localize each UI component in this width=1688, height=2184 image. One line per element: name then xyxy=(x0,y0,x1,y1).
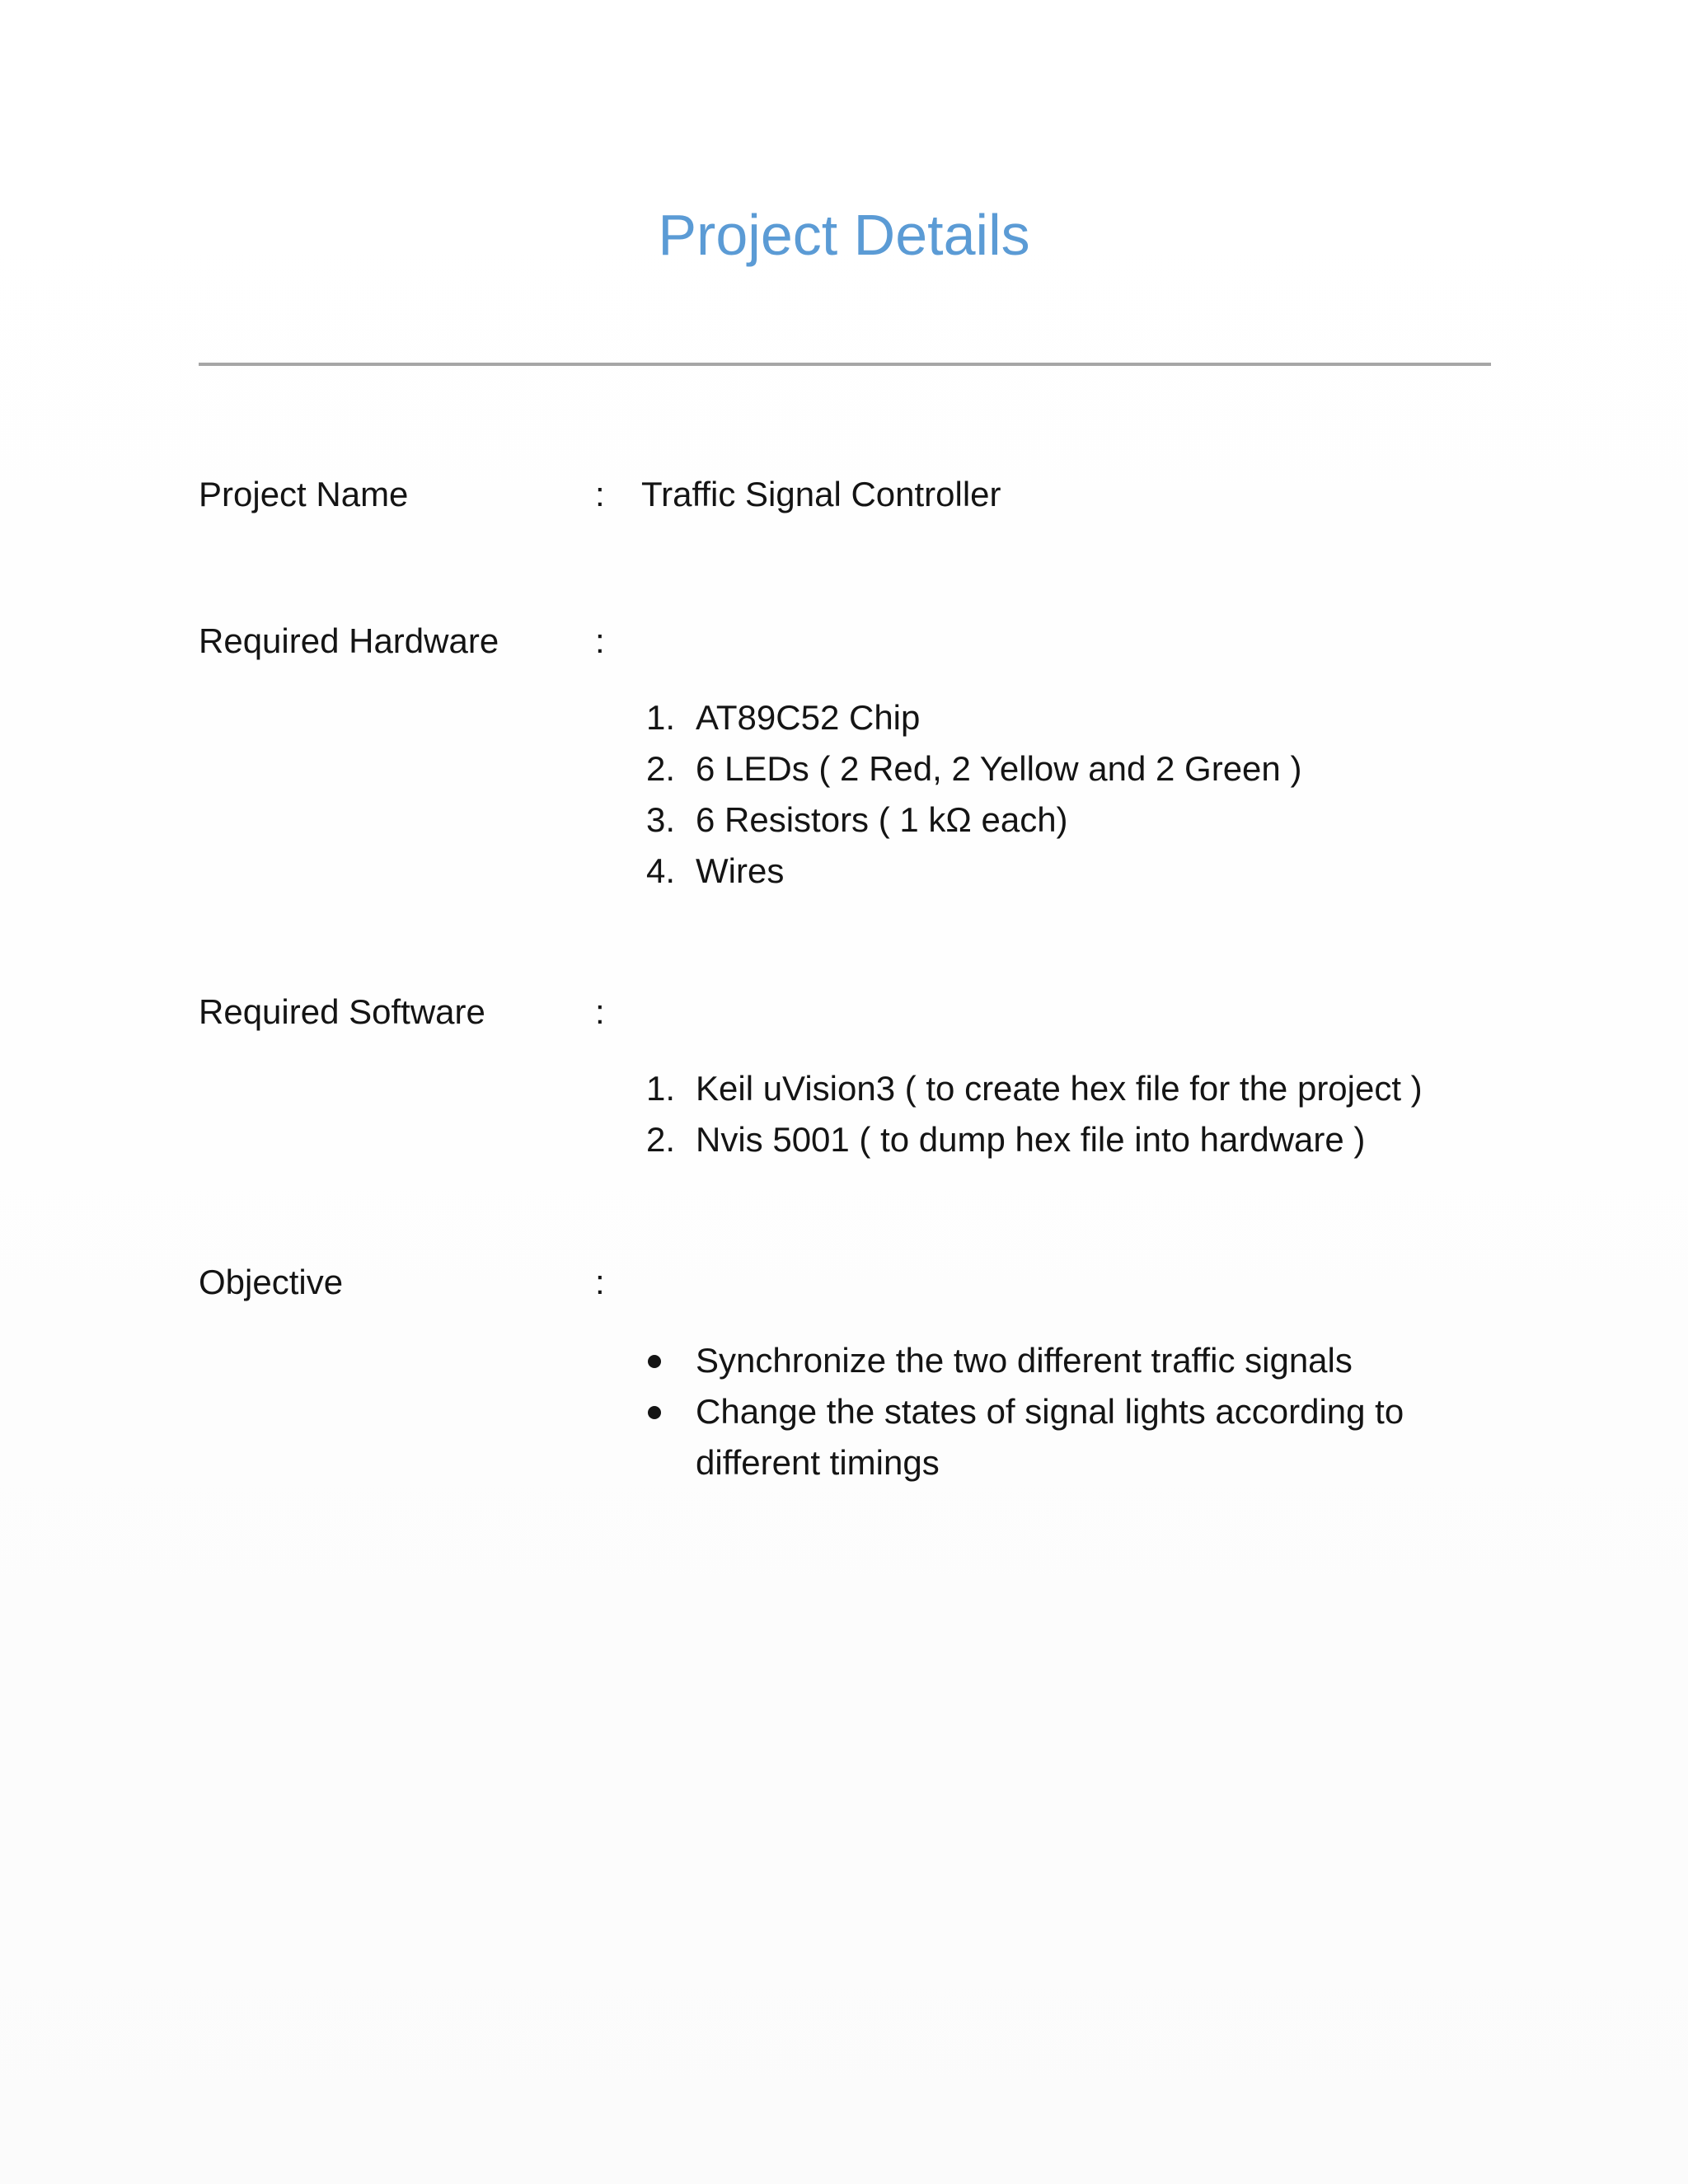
software-label: Required Software xyxy=(199,992,485,1031)
bullet-icon xyxy=(648,1355,661,1368)
hardware-list xyxy=(641,692,1301,897)
list-item xyxy=(641,1063,1423,1114)
hardware-item-text: 6 Resistors ( 1 kΩ each) xyxy=(696,800,1068,839)
list-number: 3. xyxy=(646,800,676,839)
hardware-item-text: 6 LEDs ( 2 Red, 2 Yellow and 2 Green ) xyxy=(696,749,1302,788)
objective-label: Objective xyxy=(199,1263,344,1301)
title-divider xyxy=(199,363,1491,366)
page-title: Project Details xyxy=(658,203,1030,267)
software-item-text: Keil uVision3 ( to create hex file for the project ) xyxy=(696,1069,1423,1108)
list-item xyxy=(641,743,1301,794)
hardware-colon: : xyxy=(595,621,605,660)
list-item xyxy=(641,692,1301,743)
project-name-value: Traffic Signal Controller xyxy=(641,475,1001,513)
list-item xyxy=(641,1335,1520,1386)
project-name-colon: : xyxy=(595,475,605,513)
hardware-item-text: AT89C52 Chip xyxy=(696,698,921,737)
software-list xyxy=(641,1063,1423,1165)
objective-colon: : xyxy=(595,1263,605,1301)
list-number: 4. xyxy=(646,851,676,890)
software-colon: : xyxy=(595,992,605,1031)
list-number: 2. xyxy=(646,749,676,788)
project-name-label: Project Name xyxy=(199,475,409,513)
list-item xyxy=(641,846,1301,897)
software-item-text: Nvis 5001 ( to dump hex file into hardware ) xyxy=(696,1120,1366,1159)
bullet-icon xyxy=(648,1406,661,1419)
list-number: 2. xyxy=(646,1120,676,1159)
list-item xyxy=(641,1386,1520,1488)
objective-list xyxy=(641,1335,1520,1488)
list-item xyxy=(641,794,1301,846)
objective-item-text: Synchronize the two different traffic signals xyxy=(696,1341,1353,1380)
list-item xyxy=(641,1114,1423,1165)
list-number: 1. xyxy=(646,1069,676,1108)
objective-item-text: Change the states of signal lights according to different timings xyxy=(696,1392,1404,1482)
hardware-label: Required Hardware xyxy=(199,621,499,660)
hardware-item-text: Wires xyxy=(696,851,785,890)
list-number: 1. xyxy=(646,698,676,737)
